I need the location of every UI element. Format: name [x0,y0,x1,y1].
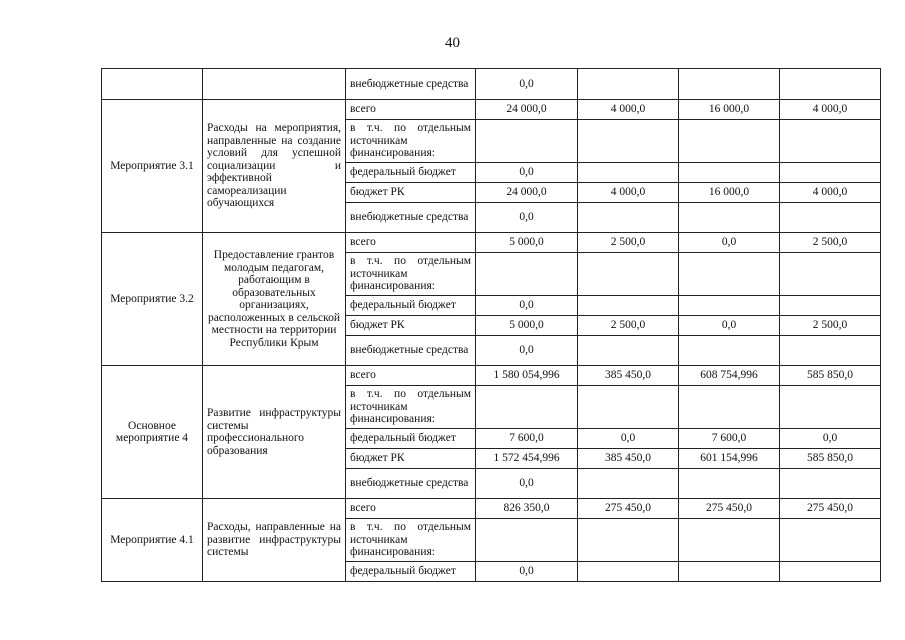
source-label: внебюджетные средства [346,336,476,366]
source-label: в т.ч. по отдельным источникам финансирования: [346,386,476,429]
value-cell: 2 500,0 [578,316,679,336]
value-cell [679,203,780,233]
source-label: в т.ч. по отдельным источникам финансирования: [346,120,476,163]
table-row [102,69,881,100]
value-cell: 275 450,0 [578,499,679,519]
event-description-cell [203,69,346,100]
value-cell: 1 572 454,996 [476,449,578,469]
value-cell: 608 754,996 [679,366,780,386]
value-cell [780,386,881,429]
source-label: в т.ч. по отдельным источникам финансирования: [346,519,476,562]
value-cell [578,120,679,163]
source-label: всего [346,233,476,253]
value-cell [679,562,780,582]
value-cell [578,253,679,296]
value-cell [578,562,679,582]
source-label: федеральный бюджет [346,296,476,316]
source-label: в т.ч. по отдельным источникам финансирования: [346,253,476,296]
value-cell: 0,0 [476,163,578,183]
event-name-cell: Мероприятие 4.1 [102,499,203,582]
value-cell [679,386,780,429]
event-description-cell: Предоставление грантов молодым педагогам, работающим в образовательных организациях, расположенных в сельской местности на территории Республики Крым [203,233,346,366]
value-cell: 601 154,996 [679,449,780,469]
value-cell: 585 850,0 [780,366,881,386]
value-cell: 0,0 [476,296,578,316]
value-cell [476,120,578,163]
event-name-cell: Мероприятие 3.1 [102,100,203,233]
value-cell: 0,0 [476,469,578,499]
value-cell: 0,0 [476,203,578,233]
value-cell [679,469,780,499]
value-cell: 4 000,0 [780,100,881,120]
source-label: федеральный бюджет [346,163,476,183]
value-cell: 1 580 054,996 [476,366,578,386]
value-cell [476,253,578,296]
value-cell: 2 500,0 [578,233,679,253]
value-cell [578,163,679,183]
value-cell [780,253,881,296]
source-label: внебюджетные средства [346,203,476,233]
value-cell: 385 450,0 [578,449,679,469]
value-cell: 24 000,0 [476,183,578,203]
value-cell [578,296,679,316]
value-cell [679,69,780,100]
value-cell [780,469,881,499]
value-cell [578,69,679,100]
funding-table [101,68,881,582]
table-row [102,100,881,120]
value-cell [679,120,780,163]
event-name-cell: Основное мероприятие 4 [102,366,203,499]
source-label: федеральный бюджет [346,562,476,582]
value-cell [578,336,679,366]
page-number: 40 [445,35,460,51]
source-label: внебюджетные средства [346,69,476,100]
value-cell: 4 000,0 [578,100,679,120]
value-cell [679,253,780,296]
value-cell [679,296,780,316]
value-cell [780,336,881,366]
value-cell: 2 500,0 [780,233,881,253]
value-cell [780,69,881,100]
table-row [102,233,881,253]
value-cell [679,336,780,366]
source-label: всего [346,366,476,386]
value-cell [679,163,780,183]
value-cell: 16 000,0 [679,183,780,203]
event-description-cell: Расходы, направленные на развитие инфраструктуры системы [203,499,346,582]
value-cell: 7 600,0 [476,429,578,449]
value-cell: 4 000,0 [578,183,679,203]
source-label: бюджет РК [346,316,476,336]
source-label: федеральный бюджет [346,429,476,449]
value-cell [476,519,578,562]
source-label: бюджет РК [346,449,476,469]
value-cell: 275 450,0 [679,499,780,519]
source-label: бюджет РК [346,183,476,203]
value-cell [679,519,780,562]
value-cell: 385 450,0 [578,366,679,386]
value-cell: 0,0 [679,316,780,336]
value-cell [476,386,578,429]
value-cell [578,386,679,429]
value-cell: 5 000,0 [476,233,578,253]
table-row [102,366,881,386]
value-cell: 826 350,0 [476,499,578,519]
value-cell [578,519,679,562]
value-cell [780,203,881,233]
value-cell: 7 600,0 [679,429,780,449]
value-cell: 2 500,0 [780,316,881,336]
source-label: внебюджетные средства [346,469,476,499]
value-cell: 0,0 [476,562,578,582]
value-cell [780,519,881,562]
value-cell: 0,0 [679,233,780,253]
event-description-cell: Развитие инфраструктуры системы профессионального образования [203,366,346,499]
value-cell [780,163,881,183]
value-cell [780,296,881,316]
value-cell: 0,0 [476,69,578,100]
value-cell: 0,0 [578,429,679,449]
value-cell: 585 850,0 [780,449,881,469]
source-label: всего [346,499,476,519]
value-cell [578,203,679,233]
event-name-cell [102,69,203,100]
event-name-cell: Мероприятие 3.2 [102,233,203,366]
value-cell: 4 000,0 [780,183,881,203]
value-cell: 0,0 [476,336,578,366]
table-row [102,499,881,519]
value-cell: 16 000,0 [679,100,780,120]
source-label: всего [346,100,476,120]
event-description-cell: Расходы на мероприятия, направленные на создание условий для успешной социализации и эффективной самореализации обучающихся [203,100,346,233]
value-cell [578,469,679,499]
value-cell: 0,0 [780,429,881,449]
value-cell: 275 450,0 [780,499,881,519]
value-cell [780,562,881,582]
value-cell: 5 000,0 [476,316,578,336]
value-cell [780,120,881,163]
value-cell: 24 000,0 [476,100,578,120]
